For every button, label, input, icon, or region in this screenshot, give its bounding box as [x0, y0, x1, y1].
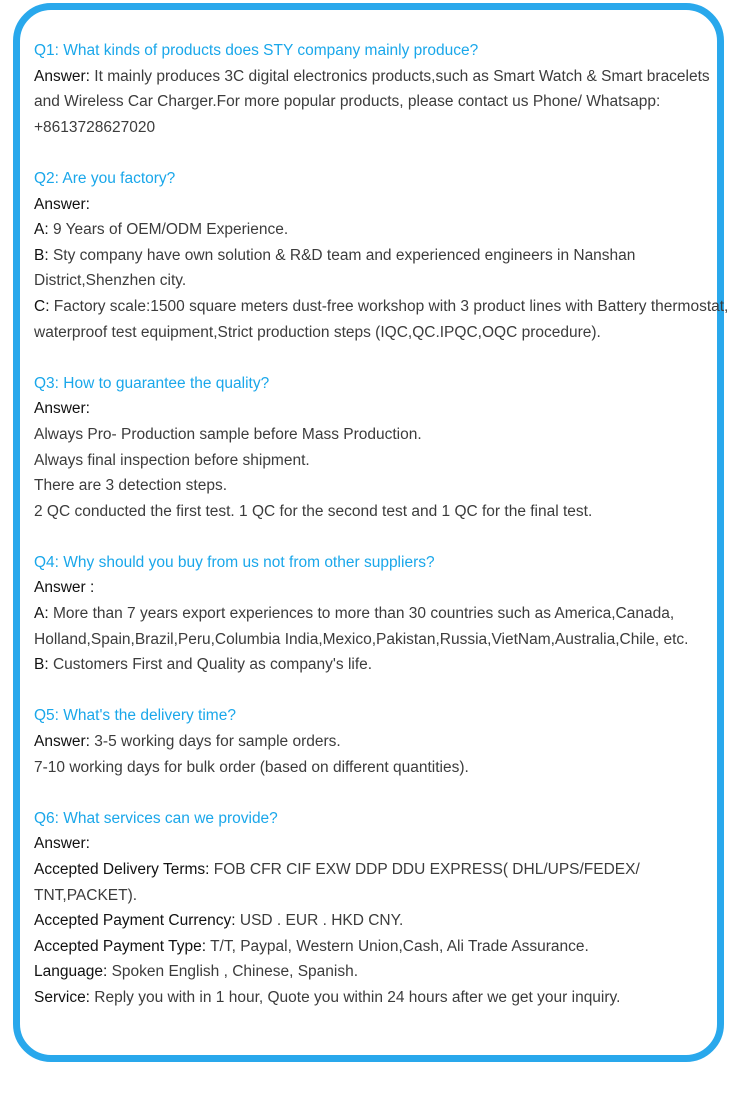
answer-label: Answer:	[34, 67, 90, 85]
question-q2: Q2: Are you factory?	[34, 169, 176, 187]
faq-item-q3	[34, 371, 734, 525]
answer-text: Sty company have own solution & R&D team and experienced engineers in Nanshan District,Shenzhen city.	[34, 246, 636, 290]
faq-item-q5	[34, 703, 734, 780]
answer-text: There are 3 detection steps.	[34, 477, 228, 495]
answer-line	[34, 755, 734, 781]
answer-label: Answer:	[34, 733, 90, 751]
answer-line	[34, 422, 734, 448]
answer-line	[34, 575, 734, 601]
answer-text: Always Pro- Production sample before Mass Production.	[34, 425, 422, 443]
answer-line	[34, 243, 734, 294]
faq-content	[34, 38, 734, 1036]
answer-label: Answer:	[34, 195, 90, 213]
answer-line	[34, 294, 734, 345]
answer-text: Reply you with in 1 hour, Quote you within 24 hours after we get your inquiry.	[90, 988, 621, 1006]
faq-item-q6	[34, 806, 734, 1011]
answer-label: Answer:	[34, 835, 90, 853]
answer-text: Customers First and Quality as company's life.	[48, 656, 373, 674]
answer-text: 7-10 working days for bulk order (based on different quantities).	[34, 758, 469, 776]
answer-text: 2 QC conducted the first test. 1 QC for the second test and 1 QC for the final test.	[34, 502, 593, 520]
answer-text: Factory scale:1500 square meters dust-free workshop with 3 product lines with Battery thermostat, waterproof test equipment,Strict production steps (IQC,QC.IPQC,OQC procedure).	[34, 297, 729, 341]
answer-line	[34, 601, 734, 652]
answer-line	[34, 959, 734, 985]
answer-label: Answer :	[34, 579, 95, 597]
question-q5: Q5: What's the delivery time?	[34, 707, 236, 725]
answer-line	[34, 499, 734, 525]
answer-label: B:	[34, 246, 49, 264]
answer-line	[34, 857, 734, 908]
answer-text: 3-5 working days for sample orders.	[90, 733, 341, 751]
answer-text: T/T, Paypal, Western Union,Cash, Ali Trade Assurance.	[206, 937, 589, 955]
answer-line	[34, 473, 734, 499]
answer-label: A:	[34, 221, 49, 239]
answer-text: It mainly produces 3C digital electronics products,such as Smart Watch & Smart bracelets and Wireless Car Charger.For more popular products, please contact us Phone/ Whatsapp: +8613728627020	[34, 67, 710, 136]
answer-label: Accepted Payment Type:	[34, 937, 207, 955]
answer-label: Accepted Payment Currency:	[34, 912, 236, 930]
answer-line	[34, 729, 734, 755]
faq-item-q4	[34, 550, 734, 678]
answer-label: Accepted Delivery Terms:	[34, 861, 210, 878]
answer-line	[34, 217, 734, 243]
answer-text: 9 Years of OEM/ODM Experience.	[48, 221, 289, 239]
question-q6: Q6: What services can we provide?	[34, 809, 278, 827]
answer-label: Language:	[34, 963, 108, 981]
answer-line	[34, 908, 734, 934]
answer-line	[34, 192, 734, 218]
answer-text: USD . EUR . HKD CNY.	[235, 912, 404, 930]
answer-line	[34, 396, 734, 422]
answer-label: A:	[34, 605, 49, 623]
answer-label: C:	[34, 297, 50, 315]
answer-label: Answer:	[34, 400, 90, 418]
answer-text: Spoken English , Chinese, Spanish.	[107, 963, 359, 981]
question-q1: Q1: What kinds of products does STY company mainly produce?	[34, 42, 479, 59]
answer-text: Always final inspection before shipment.	[34, 451, 310, 469]
answer-line	[34, 652, 734, 678]
answer-text: More than 7 years export experiences to more than 30 countries such as America,Canada, Holland,Spain,Brazil,Peru,Columbia India,Mexico,Pakistan,Russia,VietNam,Australia,Chile, etc.	[34, 605, 689, 648]
question-q3: Q3: How to guarantee the quality?	[34, 374, 270, 392]
answer-label: B:	[34, 656, 49, 674]
answer-text: FOB CFR CIF EXW DDP DDU EXPRESS( DHL/UPS/FEDEX/ TNT,PACKET).	[34, 861, 640, 904]
answer-line	[34, 64, 734, 141]
faq-item-q1	[34, 38, 734, 140]
faq-item-q2	[34, 166, 734, 345]
question-q4: Q4: Why should you buy from us not from other suppliers?	[34, 553, 435, 571]
answer-line	[34, 448, 734, 474]
answer-line	[34, 934, 734, 960]
answer-line	[34, 831, 734, 857]
answer-line	[34, 985, 734, 1011]
answer-label: Service:	[34, 988, 90, 1006]
